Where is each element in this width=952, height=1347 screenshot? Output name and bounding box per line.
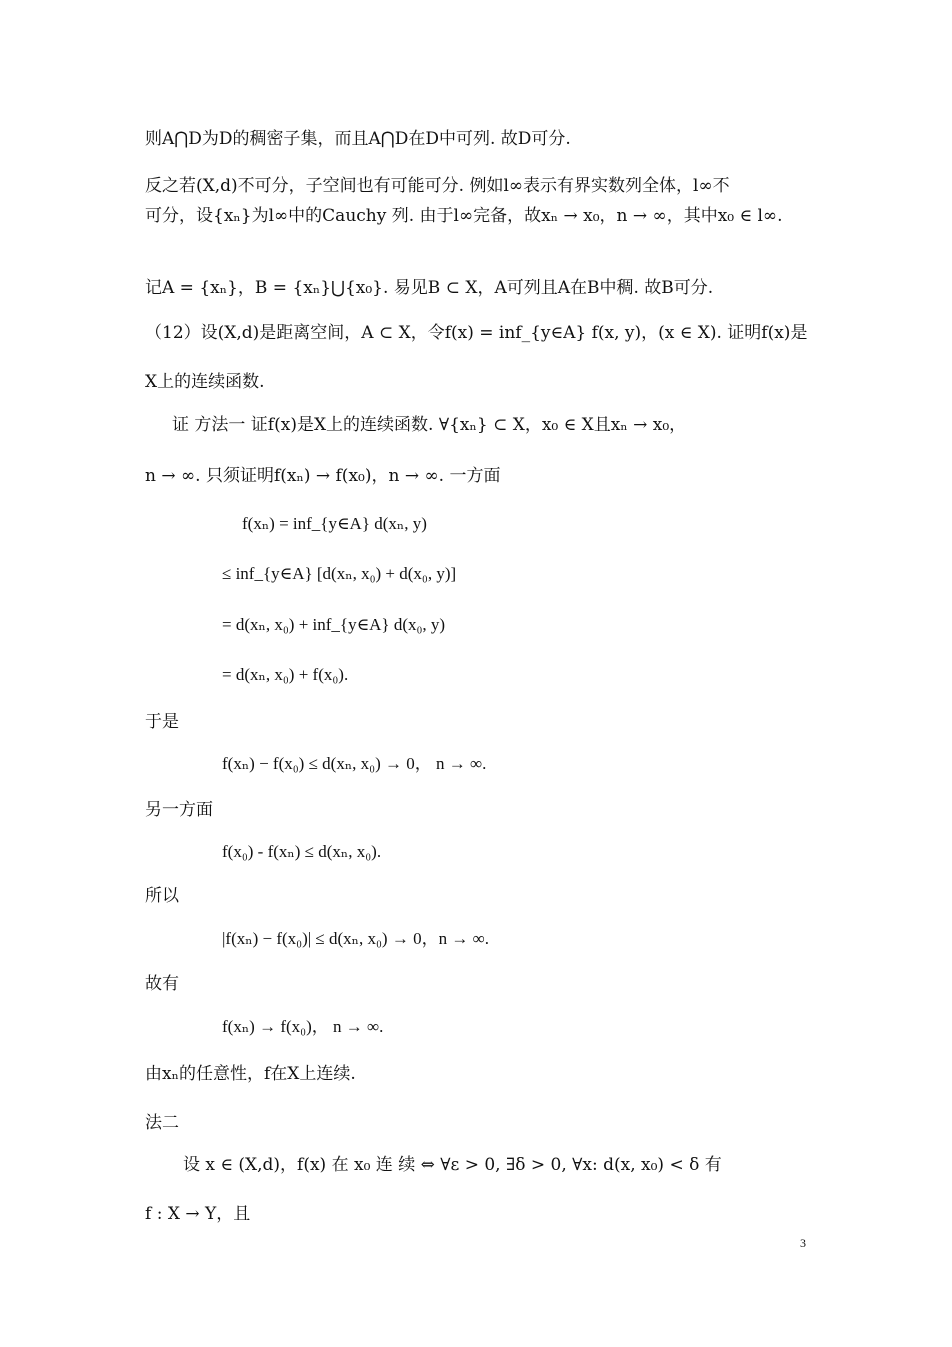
- text-guyou: 故有: [145, 974, 179, 994]
- page-number: 3: [800, 1236, 806, 1250]
- proof-method-one: 证 方法一 证f(x)是X上的连续函数. ∀{xₙ} ⊂ X，x₀ ∈ X且xₙ → x₀，: [172, 415, 687, 435]
- equation-6: f(x₀) - f(xₙ) ≤ d(xₙ, x₀).: [222, 842, 382, 861]
- text-method-two: 法二: [145, 1113, 179, 1133]
- text-continuity-definition: 设 x ∈ (X,d)，f(x) 在 x₀ 连 续 ⇔ ∀ε > 0, ∃δ > 0, ∀x: d(x, x₀) < δ 有: [183, 1155, 722, 1175]
- equation-4: = d(xₙ, x₀) + f(x₀).: [222, 665, 349, 684]
- equation-2: ≤ inf_{y∈A} [d(xₙ, x₀) + d(x₀, y)]: [222, 564, 457, 583]
- text-last-line: f : X → Y，且: [145, 1204, 251, 1224]
- equation-5: f(xₙ) − f(x₀) ≤ d(xₙ, x₀) → 0， n → ∞.: [222, 754, 487, 773]
- text-line-4: 记A = {xₙ}，B = {xₙ}⋃{x₀}. 易见B ⊂ X，A可列且A在B中稠. 故B可分.: [145, 278, 714, 298]
- text-lingyifangmian: 另一方面: [145, 800, 213, 820]
- text-conclusion: 由xₙ的任意性，f在X上连续.: [145, 1064, 356, 1084]
- text-line-1: 则A⋂D为D的稠密子集，而且A⋂D在D中可列. 故D可分.: [145, 129, 571, 149]
- text-suoyi: 所以: [145, 886, 179, 906]
- equation-8: f(xₙ) → f(x₀)， n → ∞.: [222, 1017, 384, 1036]
- text-yushi: 于是: [145, 712, 179, 732]
- equation-7: |f(xₙ) − f(x₀)| ≤ d(xₙ, x₀) → 0，n → ∞.: [222, 929, 489, 948]
- text-line-2: 反之若(X,d)不可分，子空间也有可能可分. 例如l∞表示有界实数列全体，l∞不: [145, 176, 730, 196]
- problem-12-statement: （12）设(X,d)是距离空间，A ⊂ X，令f(x) = inf_{y∈A} f(x, y)，(x ∈ X). 证明f(x)是: [145, 323, 808, 343]
- equation-3: = d(xₙ, x₀) + inf_{y∈A} d(x₀, y): [222, 615, 446, 634]
- text-line-6: X上的连续函数.: [145, 372, 265, 392]
- text-line-3: 可分，设{xₙ}为l∞中的Cauchy 列. 由于l∞完备，故xₙ → x₀，n → ∞，其中x₀ ∈ l∞.: [145, 206, 783, 226]
- equation-1: f(xₙ) = inf_{y∈A} d(xₙ, y): [242, 514, 427, 533]
- text-line-8: n → ∞. 只须证明f(xₙ) → f(x₀)，n → ∞. 一方面: [145, 466, 501, 486]
